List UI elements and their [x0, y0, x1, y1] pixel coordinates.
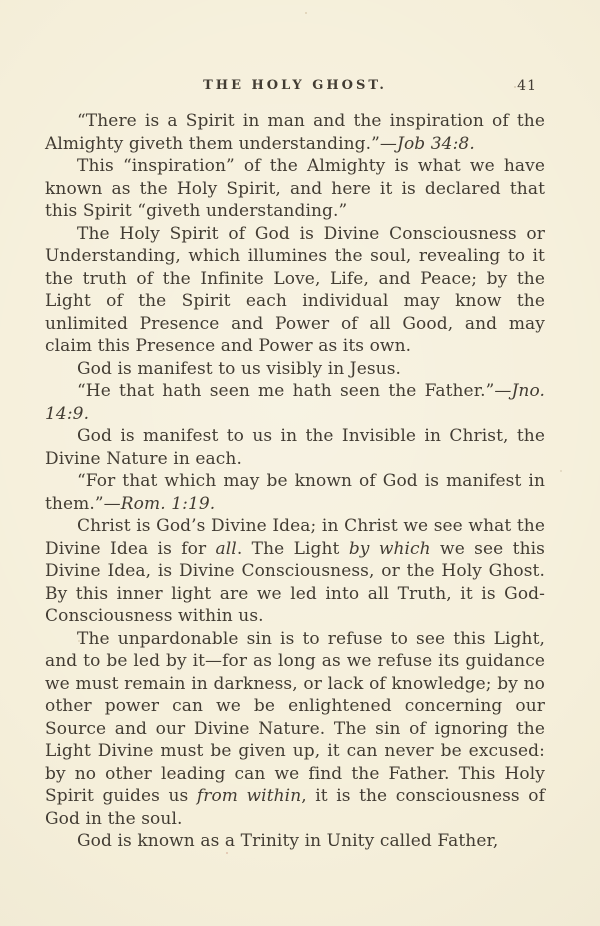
paragraph — [45, 830, 545, 853]
text-run: “There is a Spirit in man and the inspiration of the Almighty giveth them understanding.”— — [45, 111, 545, 154]
running-header — [45, 78, 545, 96]
text-run: God is manifest to us in the Invisible in Christ, the Divine Nature in each. — [45, 426, 545, 469]
text-run: God is manifest to us visibly in Jesus. — [77, 358, 402, 379]
text-run: , it is the consciousness of God in the soul. — [45, 786, 545, 829]
running-header-title: THE HOLY GHOST. — [203, 78, 387, 93]
text-run: The Holy Spirit of God is Divine Consciousness or Understanding, which illumines the soul, revealing to it the truth of the Infinite Love, Life, and Peace; by the Light of the Spirit each individual may know the unlimited Presence and Power of all Good, and may claim this Presence and Power as its own. — [45, 223, 545, 356]
text-run: we see this Divine Idea, is Divine Consciousness, or the Holy Ghost. By this inner light are we led into all Truth, it is God-Consciousness within us. — [45, 538, 545, 626]
text-run: . The Light — [236, 538, 349, 559]
scripture-citation: Jno. 14:9. — [45, 381, 545, 424]
text-run: “For that which may be known of God is manifest in them.”— — [45, 471, 545, 514]
paragraph — [45, 515, 545, 628]
paragraph — [45, 380, 545, 425]
paragraph — [45, 628, 545, 831]
scripture-citation: Rom. 1:19. — [120, 493, 216, 514]
paragraph — [45, 425, 545, 470]
paragraph — [45, 470, 545, 515]
paper-specks — [0, 0, 2, 2]
paragraph — [45, 110, 545, 155]
text-run: The unpardonable sin is to refuse to see this Light, and to be led by it—for as long as we refuse its guidance we must remain in darkness, or lack of knowledge; by no other power can we be enlightened concerning our Source and our Divine Nature. The sin of ignoring the Light Divine must be given up, it can never be excused: by no other leading can we find the Father. This Holy Spirit guides us — [45, 628, 545, 806]
text-run: God is known as a Trinity in Unity called Father, — [77, 831, 499, 851]
page-number: 41 — [517, 78, 537, 94]
paragraph — [45, 223, 545, 358]
scripture-citation: by which — [348, 538, 431, 559]
text-run: “He that hath seen me hath seen the Father.”— — [77, 381, 512, 401]
text-run: Christ is God’s Divine Idea; in Christ we see what the Divine Idea is for — [45, 516, 545, 559]
text-run: This “inspiration” of the Almighty is what we have known as the Holy Spirit, and here it is declared that this Spirit “giveth understanding.” — [45, 156, 545, 221]
paragraph — [45, 155, 545, 223]
paragraph — [45, 358, 545, 381]
page-body — [45, 110, 545, 853]
scripture-citation: from within — [196, 786, 302, 806]
scripture-citation: Job 34:8. — [397, 133, 475, 154]
scripture-citation: all — [215, 538, 237, 559]
